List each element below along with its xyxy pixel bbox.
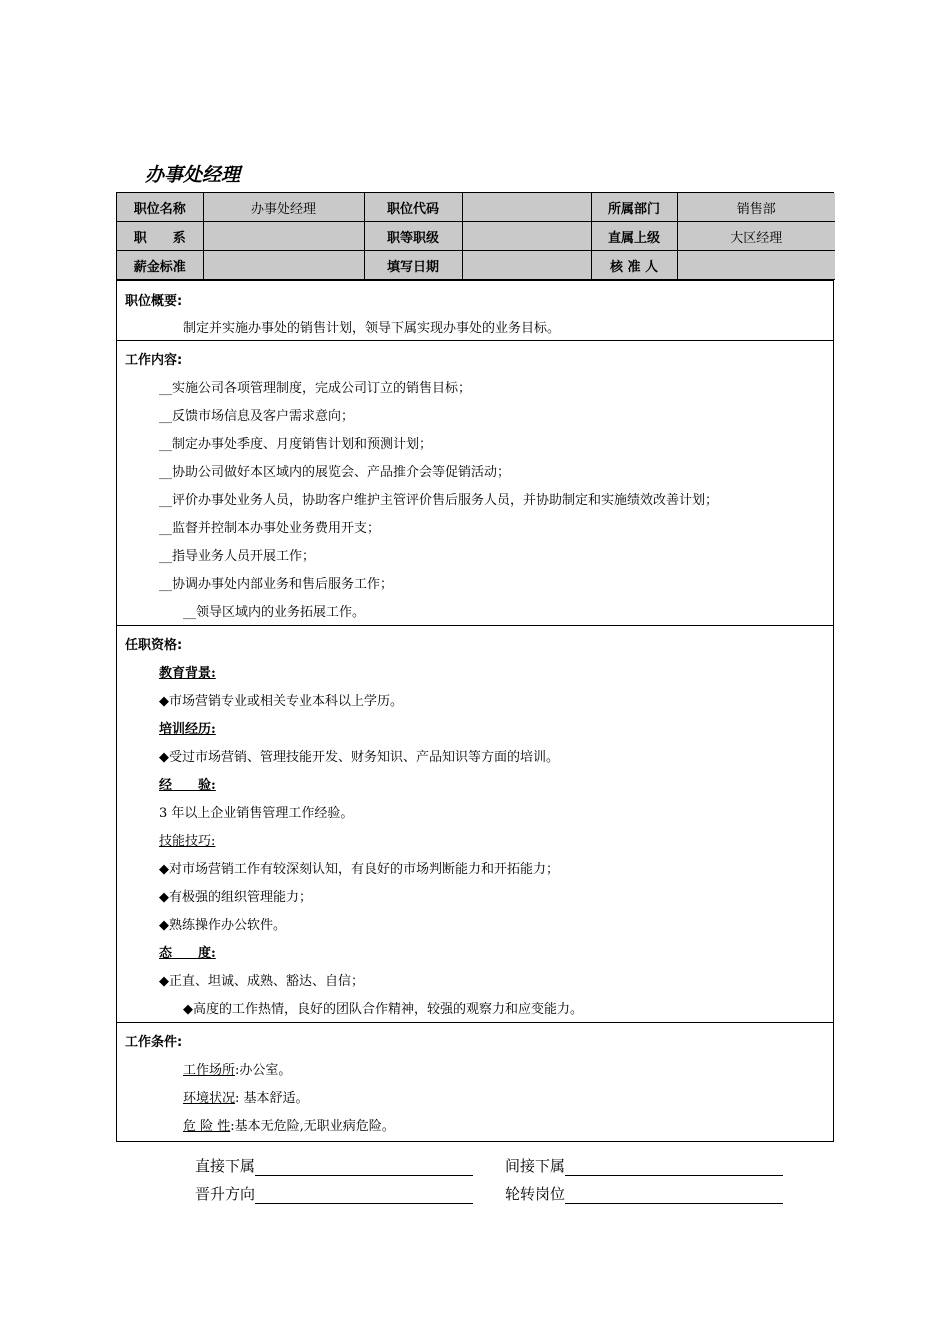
qualifications-heading: 任职资格:: [125, 638, 183, 653]
header-row: [117, 222, 835, 251]
promotion-label: 晋升方向: [195, 1185, 256, 1203]
attitude-item: ◆高度的工作热情，良好的团队合作精神，较强的观察力和应变能力。: [183, 1002, 583, 1017]
fill-date-label: 填写日期: [364, 251, 462, 280]
approver-label: 核 准 人: [591, 251, 677, 280]
indirect-reports-line: [565, 1160, 783, 1176]
rotation-line: [565, 1188, 783, 1204]
rotation-field: [505, 1183, 783, 1204]
work-place-value: :办公室。: [235, 1063, 292, 1078]
header-row: [117, 251, 835, 280]
duty-item: __制定办事处季度、月度销售计划和预测计划；: [159, 437, 433, 452]
job-family-value: [203, 222, 364, 251]
job-description-form: [116, 192, 834, 1142]
training-text: ◆受过市场营销、管理技能开发、财务知识、产品知识等方面的培训。: [159, 750, 559, 765]
summary-section: [117, 280, 833, 340]
approver-value: [677, 251, 835, 280]
duty-item: __监督并控制本办事处业务费用开支；: [159, 521, 381, 536]
direct-reports-label: 直接下属: [195, 1157, 256, 1175]
promotion-line: [255, 1188, 473, 1204]
training-label: 培训经历:: [159, 722, 216, 737]
duty-item: __协助公司做好本区域内的展览会、产品推介会等促销活动；: [159, 465, 511, 480]
promotion-field: [195, 1183, 473, 1204]
skill-item: ◆熟练操作办公软件。: [159, 918, 286, 933]
fill-date-value: [462, 251, 591, 280]
duty-item: __评价办事处业务人员，协助客户维护主管评价售后服务人员，并协助制定和实施绩效改善计划；: [159, 493, 719, 508]
duty-item: __反馈市场信息及客户需求意向；: [159, 409, 355, 424]
position-code-label: 职位代码: [364, 193, 462, 222]
duty-item: __实施公司各项管理制度，完成公司订立的销售目标；: [159, 381, 472, 396]
education-text: ◆市场营销专业或相关专业本科以上学历。: [159, 694, 403, 709]
salary-label: 薪金标准: [117, 251, 203, 280]
rotation-label: 轮转岗位: [505, 1185, 566, 1203]
attitude-label: 态 度:: [159, 946, 216, 961]
grade-label: 职等职级: [364, 222, 462, 251]
duty-item: __协调办事处内部业务和售后服务工作；: [159, 577, 394, 592]
job-family-label: 职 系: [117, 222, 203, 251]
supervisor-label: 直属上级: [591, 222, 677, 251]
qualifications-section: [117, 625, 833, 1022]
page-title: 办事处经理: [145, 164, 241, 186]
header-row: [117, 193, 835, 222]
position-name-label: 职位名称: [117, 193, 203, 222]
skill-item: ◆对市场营销工作有较深刻认知，有良好的市场判断能力和开拓能力；: [159, 862, 559, 877]
attitude-item: ◆正直、坦诚、成熟、豁达、自信；: [159, 974, 364, 989]
indirect-reports-field: [505, 1155, 783, 1176]
department-label: 所属部门: [591, 193, 677, 222]
experience-label: 经 验:: [159, 778, 216, 793]
position-name-value: 办事处经理: [203, 193, 364, 222]
risk-value: :基本无危险,无职业病危险。: [230, 1119, 395, 1134]
salary-value: [203, 251, 364, 280]
environment-line: [183, 1087, 309, 1106]
conditions-section: [117, 1022, 833, 1141]
direct-reports-field: [195, 1155, 473, 1176]
summary-heading: 职位概要:: [125, 294, 183, 309]
grade-value: [462, 222, 591, 251]
experience-text: 3 年以上企业销售管理工作经验。: [159, 806, 354, 821]
supervisor-value: 大区经理: [677, 222, 835, 251]
conditions-heading: 工作条件:: [125, 1035, 183, 1050]
duty-item: __指导业务人员开展工作；: [159, 549, 316, 564]
skill-item: ◆有极强的组织管理能力；: [159, 890, 312, 905]
work-place-label: 工作场所: [183, 1063, 236, 1078]
duties-heading: 工作内容:: [125, 353, 183, 368]
summary-text: 制定并实施办事处的销售计划，领导下属实现办事处的业务目标。: [183, 321, 561, 336]
indirect-reports-label: 间接下属: [505, 1157, 566, 1175]
work-place-line: [183, 1059, 291, 1078]
environment-value: : 基本舒适。: [235, 1091, 309, 1106]
risk-line: [183, 1115, 395, 1134]
duties-section: [117, 340, 833, 625]
risk-label: 危 险 性: [183, 1119, 231, 1134]
direct-reports-line: [255, 1160, 473, 1176]
skills-label: 技能技巧:: [159, 834, 216, 849]
header-table: [117, 193, 835, 280]
position-code-value: [462, 193, 591, 222]
department-value: 销售部: [677, 193, 835, 222]
duty-item: __领导区域内的业务拓展工作。: [183, 605, 366, 620]
environment-label: 环境状况: [183, 1091, 236, 1106]
education-label: 教育背景:: [159, 666, 216, 681]
